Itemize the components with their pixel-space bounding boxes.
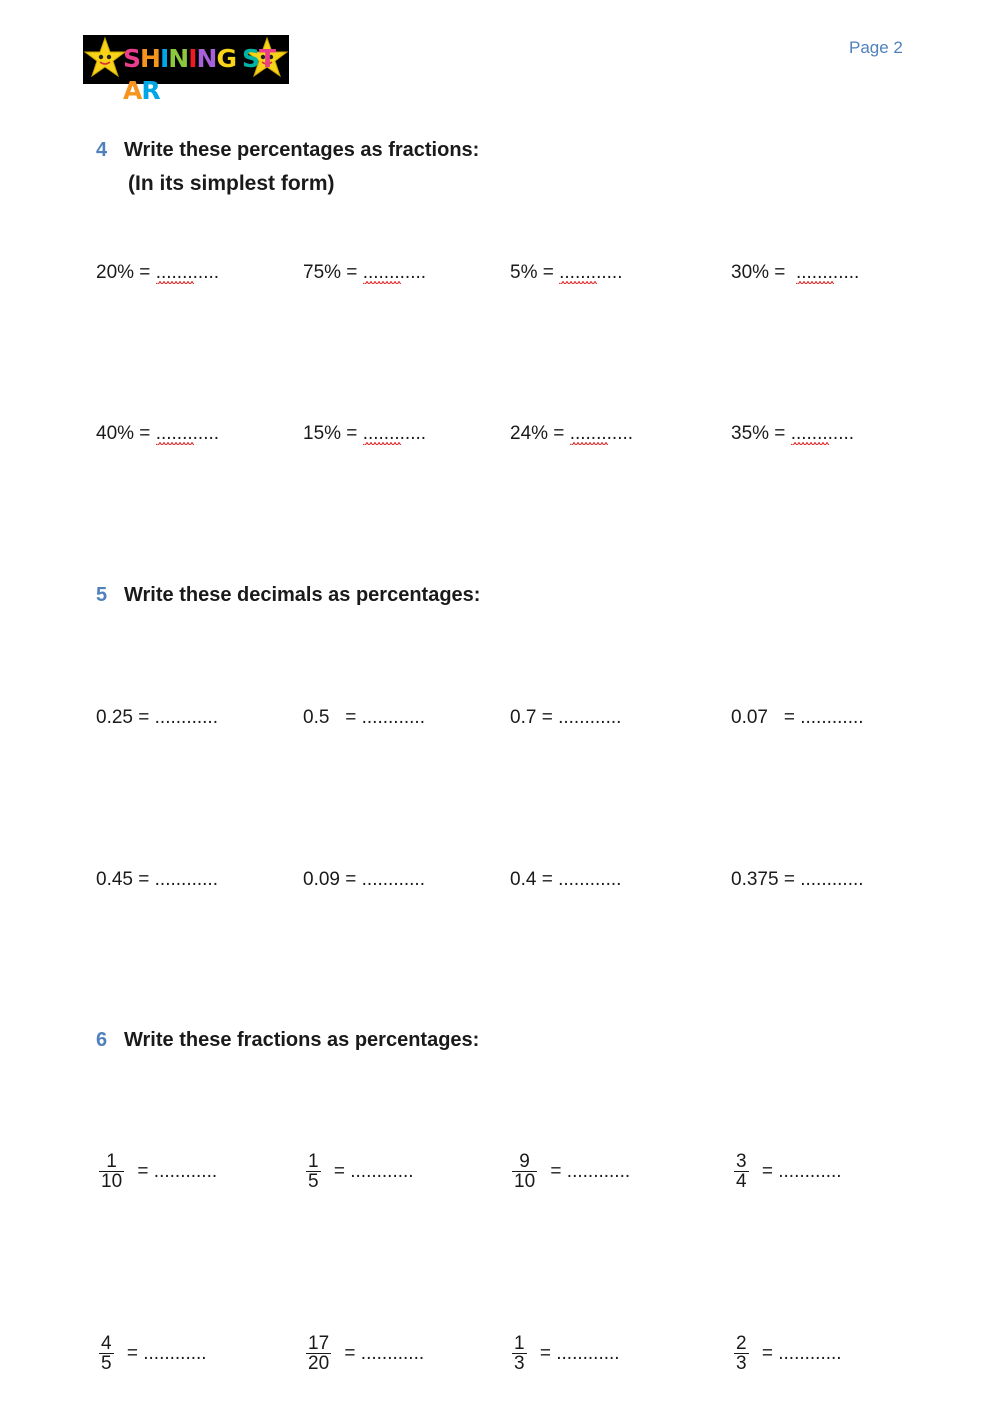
spellcheck-underline bbox=[156, 281, 194, 284]
page-number: Page 2 bbox=[849, 38, 903, 57]
item-label: 15% = bbox=[303, 423, 363, 444]
item-label: 0.5 = bbox=[303, 707, 362, 728]
spellcheck-underline bbox=[363, 442, 401, 445]
answer-blank[interactable]: = ............ bbox=[121, 1342, 207, 1364]
answer-blank[interactable] bbox=[156, 261, 219, 285]
item-label: 20% = bbox=[96, 262, 156, 283]
q4-answer-item bbox=[510, 261, 622, 285]
item-label: 0.09 = bbox=[303, 869, 362, 890]
answer-blank[interactable]: = ............ bbox=[132, 1160, 218, 1182]
answer-blank[interactable] bbox=[558, 868, 621, 892]
question-5-title: Write these decimals as percentages: bbox=[124, 584, 481, 606]
fraction-denominator: 5 bbox=[101, 1353, 112, 1374]
answer-blank-dots: ............ bbox=[790, 423, 855, 444]
q4-answer-item bbox=[96, 261, 219, 285]
fraction-denominator: 3 bbox=[736, 1353, 747, 1374]
q6-answer-item bbox=[99, 1152, 217, 1191]
answer-blank[interactable] bbox=[155, 868, 218, 892]
q4-answer-item bbox=[303, 422, 426, 446]
fraction bbox=[734, 1152, 749, 1191]
answer-blank[interactable] bbox=[796, 261, 859, 285]
answer-blank[interactable] bbox=[156, 422, 219, 446]
spellcheck-underline bbox=[363, 281, 401, 284]
item-label: 0.25 = bbox=[96, 707, 155, 728]
answer-blank[interactable] bbox=[362, 706, 425, 730]
item-label: 40% = bbox=[96, 423, 156, 444]
q4-answer-item bbox=[731, 422, 854, 446]
q4-answer-item bbox=[510, 422, 633, 446]
q5-answer-item bbox=[510, 868, 621, 892]
q5-answer-item bbox=[303, 868, 425, 892]
answer-blank[interactable]: = ............ bbox=[534, 1342, 620, 1364]
fraction bbox=[306, 1152, 321, 1191]
answer-blank-dots: ............ bbox=[361, 707, 425, 728]
fraction-denominator: 5 bbox=[308, 1171, 319, 1192]
fraction bbox=[306, 1334, 331, 1373]
fraction-numerator: 1 bbox=[106, 1151, 117, 1172]
answer-blank-dots: ............ bbox=[795, 262, 860, 283]
item-label: 0.4 = bbox=[510, 869, 559, 890]
fraction-denominator: 4 bbox=[736, 1171, 747, 1192]
answer-blank[interactable] bbox=[363, 261, 426, 285]
answer-blank[interactable]: = ............ bbox=[328, 1160, 414, 1182]
fraction-numerator: 3 bbox=[736, 1151, 747, 1172]
item-label: 0.45 = bbox=[96, 869, 155, 890]
fraction bbox=[99, 1334, 114, 1373]
fraction-numerator: 9 bbox=[519, 1151, 530, 1172]
item-label: 0.07 = bbox=[731, 707, 801, 728]
q6-answer-item bbox=[734, 1334, 842, 1373]
q5-answer-item bbox=[303, 706, 425, 730]
q5-answer-item bbox=[731, 706, 864, 730]
answer-blank-dots: ............ bbox=[800, 869, 864, 890]
answer-blank[interactable] bbox=[362, 868, 425, 892]
answer-blank[interactable]: = ............ bbox=[339, 1342, 425, 1364]
answer-blank[interactable]: = ............ bbox=[756, 1160, 842, 1182]
answer-blank-dots: ............ bbox=[362, 262, 427, 283]
spellcheck-underline bbox=[156, 442, 194, 445]
q6-answer-item bbox=[99, 1334, 207, 1373]
answer-blank[interactable]: = ............ bbox=[545, 1160, 631, 1182]
item-label: 75% = bbox=[303, 262, 363, 283]
answer-blank-dots: ............ bbox=[558, 869, 622, 890]
question-5-number: 5 bbox=[96, 584, 108, 606]
fraction-denominator: 3 bbox=[514, 1353, 525, 1374]
answer-blank-dots: ............ bbox=[558, 707, 622, 728]
fraction bbox=[512, 1334, 527, 1373]
question-4-subtitle: (In its simplest form) bbox=[128, 172, 335, 195]
spellcheck-underline bbox=[796, 281, 834, 284]
item-label: 5% = bbox=[510, 262, 560, 283]
question-6-number: 6 bbox=[96, 1029, 108, 1051]
fraction-numerator: 1 bbox=[308, 1151, 319, 1172]
q6-answer-item bbox=[734, 1152, 842, 1191]
shining-star-logo bbox=[83, 35, 289, 105]
answer-blank[interactable] bbox=[363, 422, 426, 446]
answer-blank-dots: ............ bbox=[154, 707, 218, 728]
fraction bbox=[512, 1152, 537, 1191]
answer-blank-dots: ............ bbox=[155, 423, 220, 444]
q4-answer-item bbox=[731, 261, 859, 285]
item-label: 0.7 = bbox=[510, 707, 559, 728]
answer-blank-dots: ............ bbox=[559, 262, 623, 283]
spellcheck-underline bbox=[791, 442, 829, 445]
answer-blank[interactable] bbox=[800, 706, 863, 730]
answer-blank-dots: ............ bbox=[362, 423, 427, 444]
fraction-numerator: 1 bbox=[514, 1333, 525, 1354]
q6-answer-item bbox=[512, 1334, 620, 1373]
spellcheck-underline bbox=[570, 442, 608, 445]
q5-answer-item bbox=[731, 868, 864, 892]
fraction-numerator: 17 bbox=[308, 1333, 330, 1354]
q4-answer-item bbox=[303, 261, 426, 285]
q6-answer-item bbox=[306, 1152, 414, 1191]
fraction-numerator: 2 bbox=[736, 1333, 747, 1354]
answer-blank-dots: ............ bbox=[361, 869, 425, 890]
question-4-number: 4 bbox=[96, 139, 108, 161]
spellcheck-underline bbox=[559, 281, 597, 284]
answer-blank[interactable] bbox=[791, 422, 854, 446]
item-label: 0.375 = bbox=[731, 869, 801, 890]
fraction-numerator: 4 bbox=[101, 1333, 112, 1354]
answer-blank-dots: ............ bbox=[155, 262, 220, 283]
q5-answer-item bbox=[96, 868, 218, 892]
answer-blank-dots: ............ bbox=[154, 869, 218, 890]
answer-blank-dots: ............ bbox=[569, 423, 634, 444]
fraction bbox=[734, 1334, 749, 1373]
q6-answer-item bbox=[306, 1334, 424, 1373]
fraction-denominator: 20 bbox=[308, 1353, 330, 1374]
item-label: 24% = bbox=[510, 423, 570, 444]
question-6-title: Write these fractions as percentages: bbox=[124, 1029, 480, 1051]
answer-blank[interactable] bbox=[800, 868, 863, 892]
logo-text: SHINING STAR bbox=[123, 44, 276, 105]
fraction bbox=[99, 1152, 124, 1191]
q4-answer-item bbox=[96, 422, 219, 446]
answer-blank[interactable] bbox=[559, 261, 622, 285]
answer-blank-dots: ............ bbox=[800, 707, 864, 728]
q6-answer-item bbox=[512, 1152, 630, 1191]
item-label: 30% = bbox=[731, 262, 796, 283]
fraction-denominator: 10 bbox=[101, 1171, 123, 1192]
q5-answer-item bbox=[510, 706, 621, 730]
question-4-title: Write these percentages as fractions: bbox=[124, 139, 480, 161]
fraction-denominator: 10 bbox=[514, 1171, 536, 1192]
q5-answer-item bbox=[96, 706, 218, 730]
answer-blank[interactable] bbox=[570, 422, 633, 446]
answer-blank[interactable] bbox=[155, 706, 218, 730]
answer-blank[interactable]: = ............ bbox=[756, 1342, 842, 1364]
item-label: 35% = bbox=[731, 423, 791, 444]
answer-blank[interactable] bbox=[558, 706, 621, 730]
